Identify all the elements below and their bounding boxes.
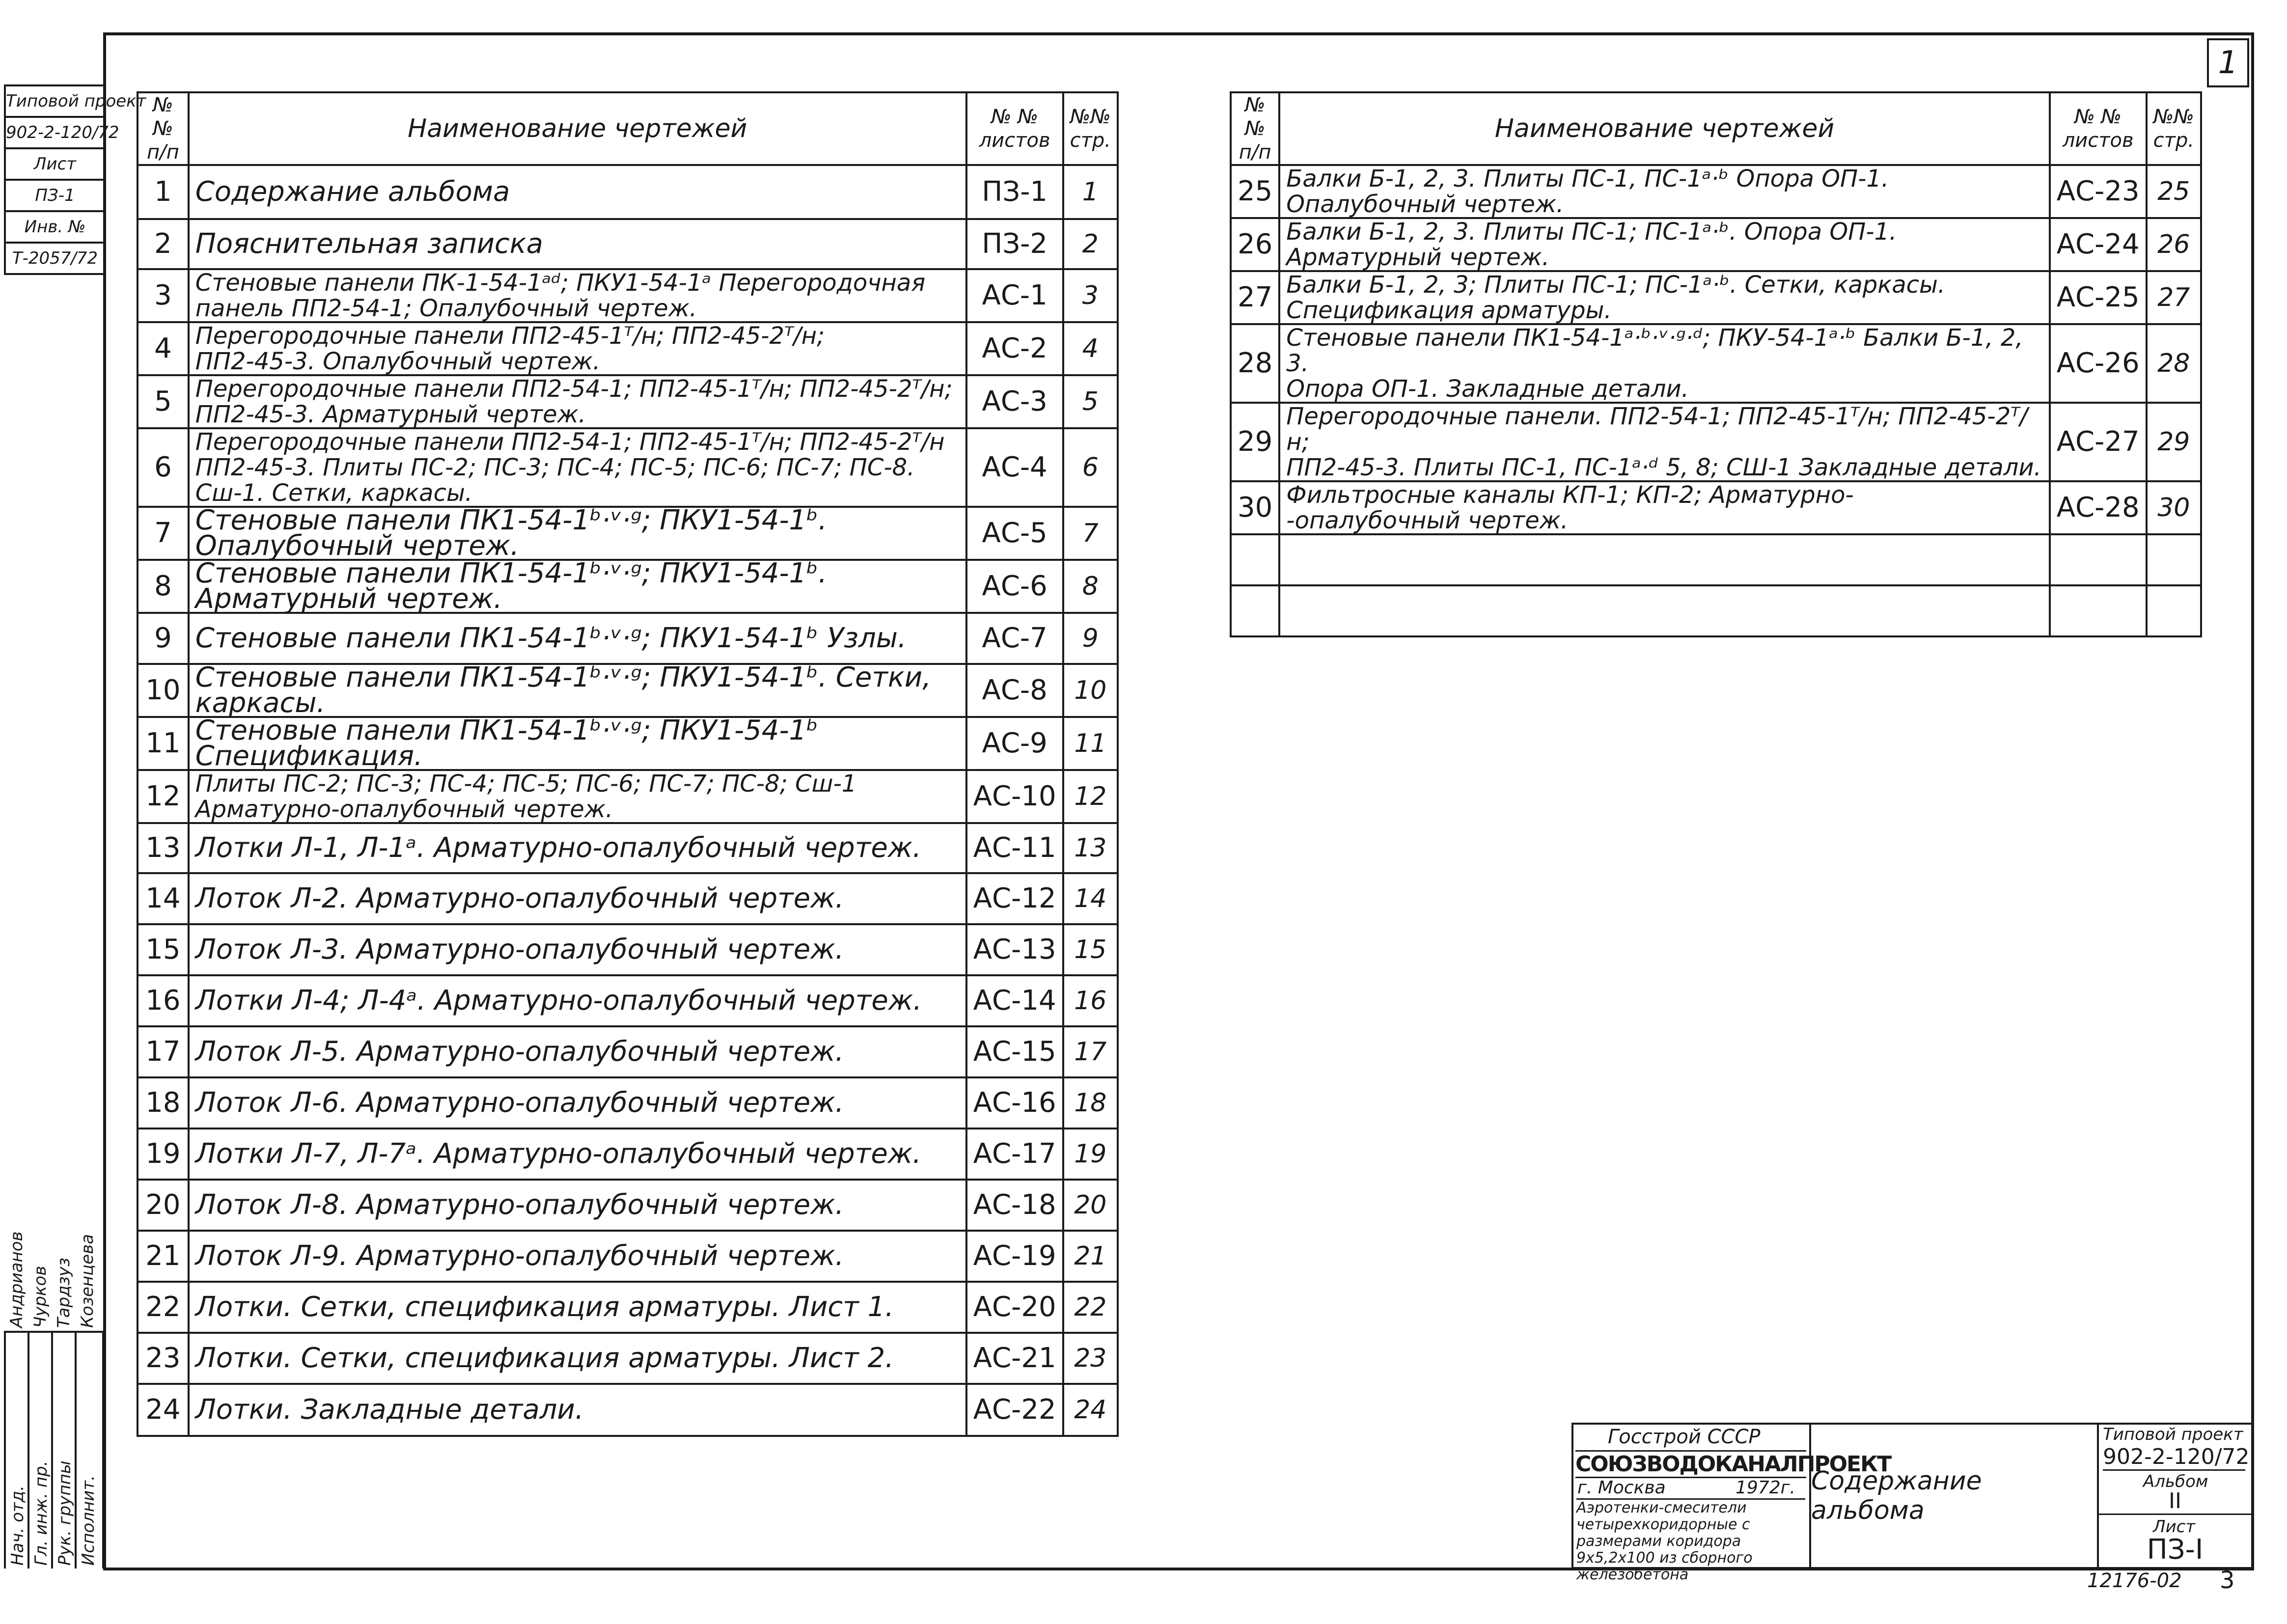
toc-cell-page: 18 <box>1063 1077 1118 1129</box>
toc-cell-num: 1 <box>138 165 189 219</box>
toc-cell-sheet: АС-20 <box>966 1282 1063 1333</box>
toc-row <box>1231 324 2201 403</box>
toc-row <box>138 560 1118 613</box>
toc-cell-page: 15 <box>1063 924 1118 975</box>
sig-role-4: Исполнит. <box>79 1475 98 1566</box>
toc-cell-sheet: АС-21 <box>966 1333 1063 1384</box>
sig-role-col-3 <box>51 1333 77 1569</box>
toc-row <box>138 1384 1118 1436</box>
left-header-num: № № п/п <box>138 92 189 165</box>
right-header-num: № № п/п <box>1231 92 1279 165</box>
toc-row <box>1231 534 2201 585</box>
footer-code: 12176-02 <box>2087 1569 2182 1592</box>
toc-row <box>138 1231 1118 1282</box>
signature-names <box>4 1213 102 1331</box>
toc-cell-name: Стеновые панели ПК1-54-1ᵇ·ᵛ·ᵍ; ПКУ1-54-1ᵇ Узлы. <box>189 613 966 664</box>
toc-cell-name: Лоток Л-8. Арматурно-опалубочный чертеж. <box>189 1180 966 1231</box>
toc-row <box>138 717 1118 770</box>
frame-right-line <box>2251 32 2254 1570</box>
toc-cell-num: 3 <box>138 269 189 322</box>
toc-cell-page: 28 <box>2147 324 2201 403</box>
toc-cell-num: 23 <box>138 1333 189 1384</box>
right-header-sheet: № № листов <box>2050 92 2147 165</box>
toc-cell-name: Стеновые панели ПК1-54-1ᵇ·ᵛ·ᵍ; ПКУ1-54-1ᵇ. Арматурный чертеж. <box>189 560 966 613</box>
toc-cell-name: Плиты ПС-2; ПС-3; ПС-4; ПС-5; ПС-6; ПС-7; ПС-8; Сш-1 Арматурно-опалубочный чертеж. <box>189 770 966 823</box>
toc-cell-page: 16 <box>1063 975 1118 1026</box>
toc-cell-num: 5 <box>138 375 189 428</box>
right-toc-body <box>1231 165 2201 636</box>
toc-cell-num: 20 <box>138 1180 189 1231</box>
toc-row <box>138 1129 1118 1180</box>
footer-page: 3 <box>2220 1567 2235 1594</box>
stamp-album-no: II <box>2099 1488 2251 1515</box>
sig-role-col-1 <box>4 1333 29 1569</box>
toc-cell-name: Лоток Л-6. Арматурно-опалубочный чертеж. <box>189 1077 966 1129</box>
toc-cell-name <box>1279 534 2049 585</box>
stamp-year: 1972г. <box>1736 1478 1795 1498</box>
stamp-album-label: Альбом <box>2143 1472 2208 1491</box>
sig-role-col-4 <box>75 1333 100 1569</box>
toc-cell-num: 13 <box>138 823 189 873</box>
toc-cell-page: 11 <box>1063 717 1118 770</box>
toc-cell-name: Балки Б-1, 2, 3. Плиты ПС-1; ПС-1ᵃ·ᵇ. Опора ОП-1. Арматурный чертеж. <box>1279 218 2049 271</box>
toc-cell-num: 29 <box>1231 403 1279 481</box>
toc-row <box>138 1180 1118 1231</box>
toc-cell-sheet: ПЗ-2 <box>966 219 1063 269</box>
toc-cell-num: 2 <box>138 219 189 269</box>
toc-cell-sheet: АС-12 <box>966 873 1063 924</box>
toc-cell-sheet: АС-6 <box>966 560 1063 613</box>
stamp-project-code: 902-2-120/72 <box>2103 1444 2245 1471</box>
toc-cell-page <box>2147 585 2201 636</box>
toc-cell-name: Стеновые панели ПК1-54-1ᵇ·ᵛ·ᵍ; ПКУ1-54-1ᵇ Спецификация. <box>189 717 966 770</box>
toc-cell-page: 21 <box>1063 1231 1118 1282</box>
toc-cell-page <box>2147 534 2201 585</box>
toc-cell-sheet: АС-16 <box>966 1077 1063 1129</box>
signature-block <box>4 1331 104 1569</box>
toc-cell-sheet: АС-11 <box>966 823 1063 873</box>
frame-top-line <box>103 32 2254 35</box>
toc-cell-page: 1 <box>1063 165 1118 219</box>
toc-cell-name: Лотки. Сетки, спецификация арматуры. Лист 2. <box>189 1333 966 1384</box>
toc-row <box>138 770 1118 823</box>
toc-cell-page: 8 <box>1063 560 1118 613</box>
toc-cell-num <box>1231 534 1279 585</box>
stamp-doc-title: Содержание альбома <box>1811 1466 1982 1525</box>
toc-cell-sheet: АС-3 <box>966 375 1063 428</box>
toc-cell-name: Перегородочные панели ПП2-54-1; ПП2-45-1ᵀ/н; ПП2-45-2ᵀ/н; ПП2-45-3. Арматурный чертеж. <box>189 375 966 428</box>
sig-name-1: Андрианов <box>7 1231 27 1328</box>
toc-cell-name: Пояснительная записка <box>189 219 966 269</box>
toc-cell-page: 22 <box>1063 1282 1118 1333</box>
toc-cell-sheet: АС-23 <box>2050 165 2147 218</box>
toc-cell-num: 7 <box>138 507 189 560</box>
toc-cell-name: Балки Б-1, 2, 3; Плиты ПС-1; ПС-1ᵃ·ᵇ. Сетки, каркасы. Спецификация арматуры. <box>1279 271 2049 324</box>
left-header-row <box>138 92 1118 165</box>
toc-row <box>138 975 1118 1026</box>
toc-cell-num: 22 <box>138 1282 189 1333</box>
toc-cell-sheet: АС-18 <box>966 1180 1063 1231</box>
toc-cell-num: 17 <box>138 1026 189 1077</box>
corner-mark: 1 <box>2218 45 2238 81</box>
toc-cell-page: 3 <box>1063 269 1118 322</box>
strip-sheet-label: Лист <box>6 149 104 181</box>
toc-cell-sheet: АС-5 <box>966 507 1063 560</box>
corner-mark-box <box>2207 38 2249 87</box>
toc-cell-num: 18 <box>138 1077 189 1129</box>
stamp-project-desc: Аэротенки-смесители четырехкоридорные с размерами коридора 9х5,2х100 из сборного железобетона <box>1576 1498 1805 1583</box>
toc-row <box>138 613 1118 664</box>
toc-cell-sheet: АС-10 <box>966 770 1063 823</box>
stamp-org-cell <box>1573 1425 1891 1583</box>
strip-project-code: 902-2-120/72 <box>6 118 104 149</box>
strip-sheet-code: ПЗ-1 <box>6 181 104 212</box>
toc-cell-name: Лоток Л-9. Арматурно-опалубочный чертеж. <box>189 1231 966 1282</box>
toc-cell-num: 26 <box>1231 218 1279 271</box>
right-header-row <box>1231 92 2201 165</box>
toc-cell-page: 12 <box>1063 770 1118 823</box>
toc-cell-sheet: ПЗ-1 <box>966 165 1063 219</box>
toc-cell-page: 7 <box>1063 507 1118 560</box>
toc-cell-page: 14 <box>1063 873 1118 924</box>
toc-row <box>1231 218 2201 271</box>
sig-name-4: Козенцева <box>78 1234 97 1328</box>
toc-cell-sheet: АС-28 <box>2050 481 2147 534</box>
toc-cell-num: 14 <box>138 873 189 924</box>
toc-cell-sheet: АС-1 <box>966 269 1063 322</box>
toc-cell-page: 19 <box>1063 1129 1118 1180</box>
toc-row <box>138 322 1118 375</box>
toc-cell-sheet: АС-14 <box>966 975 1063 1026</box>
toc-row <box>138 823 1118 873</box>
strip-inv-code: Т-2057/72 <box>6 244 104 275</box>
toc-cell-name: Лотки Л-7, Л-7ᵃ. Арматурно-опалубочный чертеж. <box>189 1129 966 1180</box>
toc-cell-name: Лотки Л-1, Л-1ᵃ. Арматурно-опалубочный чертеж. <box>189 823 966 873</box>
left-strip <box>4 84 146 275</box>
sig-role-2: Гл. инж. пр. <box>31 1460 51 1566</box>
toc-cell-page: 4 <box>1063 322 1118 375</box>
toc-row <box>138 375 1118 428</box>
toc-row <box>138 428 1118 507</box>
stamp-org1: Госстрой СССР <box>1608 1426 1761 1448</box>
toc-cell-sheet: АС-9 <box>966 717 1063 770</box>
left-toc-table <box>137 91 1119 1437</box>
toc-row <box>138 1077 1118 1129</box>
toc-cell-page: 2 <box>1063 219 1118 269</box>
toc-cell-sheet: АС-17 <box>966 1129 1063 1180</box>
toc-row <box>138 664 1118 717</box>
toc-cell-name: Перегородочные панели. ПП2-54-1; ПП2-45-1ᵀ/н; ПП2-45-2ᵀ/н; ПП2-45-3. Плиты ПС-1, ПС-1ᵃ·ᵈ 5, 8; СШ-1 Закладные детали. <box>1279 403 2049 481</box>
toc-row <box>1231 481 2201 534</box>
left-header-page: №№ стр. <box>1063 92 1118 165</box>
strip-project-label: Типовой проект <box>6 86 104 118</box>
toc-cell-name: Лоток Л-3. Арматурно-опалубочный чертеж. <box>189 924 966 975</box>
left-header-sheet: № № листов <box>966 92 1063 165</box>
toc-row <box>138 924 1118 975</box>
toc-cell-name: Лотки. Сетки, спецификация арматуры. Лист 1. <box>189 1282 966 1333</box>
toc-cell-page: 25 <box>2147 165 2201 218</box>
toc-cell-name: Лотки. Закладные детали. <box>189 1384 966 1436</box>
toc-cell-page: 26 <box>2147 218 2201 271</box>
toc-cell-name: Балки Б-1, 2, 3. Плиты ПС-1, ПС-1ᵃ·ᵇ Опора ОП-1. Опалубочный чертеж. <box>1279 165 2049 218</box>
toc-cell-sheet: АС-4 <box>966 428 1063 507</box>
toc-cell-name: Стеновые панели ПК-1-54-1ᵃᵈ; ПКУ1-54-1ᵃ Перегородочная панель ПП2-54-1; Опалубочный чертеж. <box>189 269 966 322</box>
toc-cell-num <box>1231 585 1279 636</box>
toc-cell-page: 10 <box>1063 664 1118 717</box>
toc-cell-num: 27 <box>1231 271 1279 324</box>
toc-cell-page: 13 <box>1063 823 1118 873</box>
sig-name-2: Чурков <box>30 1266 50 1328</box>
toc-cell-page: 23 <box>1063 1333 1118 1384</box>
toc-row <box>138 219 1118 269</box>
toc-cell-sheet: АС-19 <box>966 1231 1063 1282</box>
toc-cell-num: 10 <box>138 664 189 717</box>
toc-cell-num: 25 <box>1231 165 1279 218</box>
toc-cell-sheet: АС-24 <box>2050 218 2147 271</box>
toc-cell-name: Стеновые панели ПК1-54-1ᵇ·ᵛ·ᵍ; ПКУ1-54-1ᵇ. Опалубочный чертеж. <box>189 507 966 560</box>
toc-row <box>138 1282 1118 1333</box>
stamp-title-cell <box>1811 1425 2097 1567</box>
toc-cell-num: 12 <box>138 770 189 823</box>
toc-cell-num: 30 <box>1231 481 1279 534</box>
toc-cell-page: 9 <box>1063 613 1118 664</box>
toc-cell-num: 9 <box>138 613 189 664</box>
sig-role-1: Нач. отд. <box>8 1485 28 1566</box>
toc-cell-sheet: АС-22 <box>966 1384 1063 1436</box>
stamp-sheet-label: Лист <box>2153 1517 2196 1537</box>
toc-cell-sheet: АС-27 <box>2050 403 2147 481</box>
toc-cell-sheet: АС-26 <box>2050 324 2147 403</box>
toc-row <box>1231 585 2201 636</box>
toc-cell-name: Перегородочные панели ПП2-54-1; ПП2-45-1ᵀ/н; ПП2-45-2ᵀ/н ПП2-45-3. Плиты ПС-2; ПС-3; ПС-4; ПС-5; ПС-6; ПС-7; ПС-8. Сш-1. Сетки, каркасы. <box>189 428 966 507</box>
toc-cell-sheet: АС-25 <box>2050 271 2147 324</box>
toc-cell-sheet <box>2050 534 2147 585</box>
right-header-name: Наименование чертежей <box>1279 92 2049 165</box>
right-toc-table <box>1230 91 2202 637</box>
toc-cell-page: 27 <box>2147 271 2201 324</box>
toc-cell-num: 21 <box>138 1231 189 1282</box>
toc-row <box>138 873 1118 924</box>
toc-cell-name: Лоток Л-5. Арматурно-опалубочный чертеж. <box>189 1026 966 1077</box>
toc-row <box>138 269 1118 322</box>
toc-cell-name: Лотки Л-4; Л-4ᵃ. Арматурно-опалубочный чертеж. <box>189 975 966 1026</box>
stamp-sheet-no: ПЗ-I <box>2147 1534 2204 1566</box>
toc-cell-sheet: АС-13 <box>966 924 1063 975</box>
stamp-org2: СОЮЗВОДОКАНАЛПРОЕКТ <box>1575 1450 1806 1478</box>
toc-cell-sheet: АС-2 <box>966 322 1063 375</box>
toc-row <box>138 507 1118 560</box>
toc-cell-name: Стеновые панели ПК1-54-1ᵃ·ᵇ·ᵛ·ᵍ·ᵈ; ПКУ-54-1ᵃ·ᵇ Балки Б-1, 2, 3. Опора ОП-1. Закладные детали. <box>1279 324 2049 403</box>
toc-cell-name: Перегородочные панели ПП2-45-1ᵀ/н; ПП2-45-2ᵀ/н; ПП2-45-3. Опалубочный чертеж. <box>189 322 966 375</box>
sig-name-3: Тардзуз <box>54 1258 74 1328</box>
toc-cell-num: 24 <box>138 1384 189 1436</box>
toc-cell-name: Лоток Л-2. Арматурно-опалубочный чертеж. <box>189 873 966 924</box>
right-header-page: №№ стр. <box>2147 92 2201 165</box>
toc-cell-num: 6 <box>138 428 189 507</box>
toc-cell-sheet: АС-8 <box>966 664 1063 717</box>
toc-cell-name <box>1279 585 2049 636</box>
toc-cell-name: Стеновые панели ПК1-54-1ᵇ·ᵛ·ᵍ; ПКУ1-54-1ᵇ. Сетки, каркасы. <box>189 664 966 717</box>
toc-cell-num: 16 <box>138 975 189 1026</box>
toc-cell-sheet: АС-7 <box>966 613 1063 664</box>
sig-role-3: Рук. группы <box>55 1460 75 1566</box>
stamp-project-label: Типовой проект <box>2103 1425 2243 1444</box>
toc-row <box>1231 403 2201 481</box>
left-toc-body <box>138 165 1118 1436</box>
toc-cell-page: 17 <box>1063 1026 1118 1077</box>
toc-row <box>1231 165 2201 218</box>
toc-cell-name: Содержание альбома <box>189 165 966 219</box>
toc-cell-num: 4 <box>138 322 189 375</box>
toc-cell-num: 8 <box>138 560 189 613</box>
toc-cell-sheet <box>2050 585 2147 636</box>
toc-row <box>138 165 1118 219</box>
toc-cell-num: 28 <box>1231 324 1279 403</box>
strip-inv-label: Инв. № <box>6 212 104 244</box>
toc-cell-num: 11 <box>138 717 189 770</box>
sig-role-col-2 <box>28 1333 53 1569</box>
stamp-codes-cell <box>2097 1425 2251 1567</box>
toc-cell-num: 15 <box>138 924 189 975</box>
toc-cell-page: 29 <box>2147 403 2201 481</box>
toc-cell-page: 24 <box>1063 1384 1118 1436</box>
toc-row <box>1231 271 2201 324</box>
stamp-city: г. Москва <box>1577 1478 1666 1498</box>
toc-cell-page: 6 <box>1063 428 1118 507</box>
left-header-name: Наименование чертежей <box>189 92 966 165</box>
toc-cell-num: 19 <box>138 1129 189 1180</box>
toc-row <box>138 1333 1118 1384</box>
toc-cell-name: Фильтросные каналы КП-1; КП-2; Арматурно- -опалубочный чертеж. <box>1279 481 2049 534</box>
toc-cell-sheet: АС-15 <box>966 1026 1063 1077</box>
toc-cell-page: 20 <box>1063 1180 1118 1231</box>
toc-cell-page: 30 <box>2147 481 2201 534</box>
toc-cell-page: 5 <box>1063 375 1118 428</box>
toc-row <box>138 1026 1118 1077</box>
